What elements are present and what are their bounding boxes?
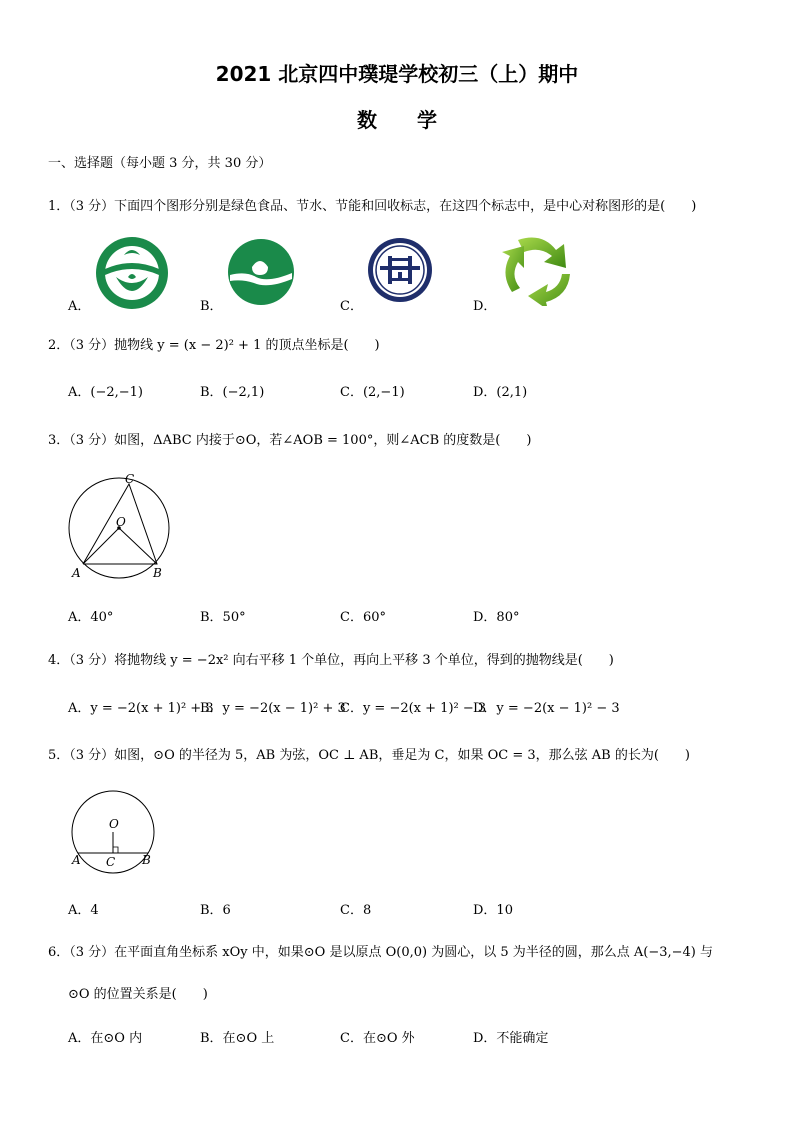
energy-saving-icon [366,236,434,304]
q4-stem: 4．（3 分）将抛物线 y = −2x² 向右平移 1 个单位，再向上平移 3 个单位，得到的抛物线是( ) [48,653,614,668]
page-subtitle: 数学 [357,108,477,132]
section-heading: 一、选择题（每小题 3 分，共 30 分） [48,156,272,171]
q3-label-b: B [153,566,162,580]
q3-option-b: B．50° [200,610,246,625]
q3-option-a: A．40° [68,610,114,625]
q3-circle-diagram [60,470,180,585]
q1-option-b: B． [200,299,223,314]
q5-stem: 5．（3 分）如图，⊙O 的半径为 5，AB 为弦，OC ⊥ AB，垂足为 C，如果 OC = 3，那么弦 AB 的长为( ) [48,748,690,763]
q4-option-b: B．y = −2(x − 1)² + 3 [200,701,346,716]
q5-option-c: C．8 [340,903,372,918]
q1-option-d: D． [473,299,497,314]
q5-option-a: A．4 [68,903,99,918]
recycle-icon [498,234,578,306]
green-food-icon [94,235,170,311]
q3-option-d: D．80° [473,610,520,625]
q5-label-o: O [109,817,119,831]
q5-label-a: A [72,853,81,867]
page-title: 2021 北京四中璞瑅学校初三（上）期中 [215,62,579,86]
q6-stem-line2: ⊙O 的位置关系是( ) [68,987,208,1002]
q2-option-a: A．(−2,−1) [68,385,143,400]
q5-circle-diagram [66,790,162,880]
water-saving-icon [226,237,296,307]
q1-option-c: C． [340,299,363,314]
q3-stem: 3．（3 分）如图，ΔABC 内接于⊙O，若∠AOB = 100°，则∠ACB 的度数是( ) [48,433,532,448]
q4-option-d: D．y = −2(x − 1)² − 3 [473,701,620,716]
q6-option-a: A．在⊙O 内 [68,1031,143,1046]
q2-option-d: D．(2,1) [473,385,528,400]
q2-stem: 2．（3 分）抛物线 y = (x − 2)² + 1 的顶点坐标是( ) [48,338,380,353]
q1-option-a: A． [68,299,91,314]
q5-label-c: C [106,855,116,869]
q3-label-c: C [125,472,135,486]
q5-label-b: B [142,853,151,867]
q6-option-d: D．不能确定 [473,1031,549,1046]
q2-option-c: C．(2,−1) [340,385,405,400]
q5-option-b: B．6 [200,903,231,918]
q6-option-c: C．在⊙O 外 [340,1031,415,1046]
q6-stem-line1: 6．（3 分）在平面直角坐标系 xOy 中，如果⊙O 是以原点 O(0,0) 为圆心，以 5 为半径的圆，那么点 A(−3,−4) 与 [48,945,713,960]
q6-option-b: B．在⊙O 上 [200,1031,275,1046]
q3-label-a: A [72,566,81,580]
q3-option-c: C．60° [340,610,386,625]
q4-option-a: A．y = −2(x + 1)² + 3 [68,701,214,716]
q4-option-c: C．y = −2(x + 1)² − 3 [340,701,487,716]
q1-stem: 1．（3 分）下面四个图形分别是绿色食品、节水、节能和回收标志，在这四个标志中，是中心对称图形的是( ) [48,199,697,214]
q3-label-o: O [116,515,126,529]
q2-option-b: B．(−2,1) [200,385,265,400]
q5-option-d: D．10 [473,903,513,918]
